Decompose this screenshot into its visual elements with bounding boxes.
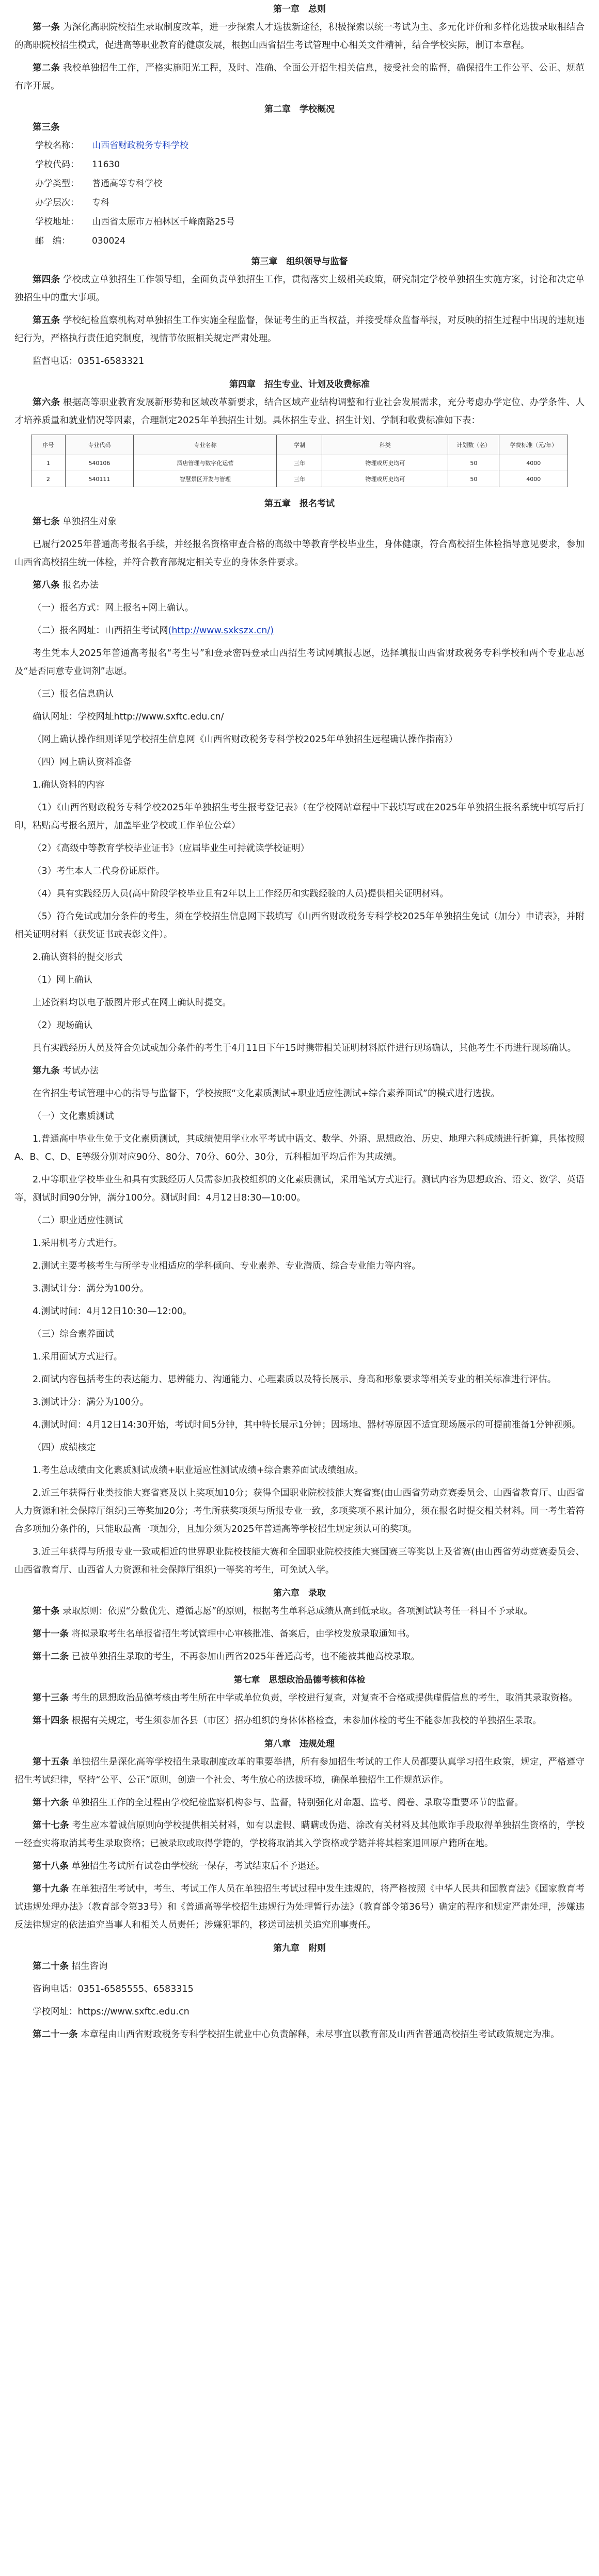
article-21: 第二十一条 本章程由山西省财政税务专科学校招生就业中心负责解释，未尽事宜以教育部及山西省普通高校招生考试政策规定为准。 [33, 2029, 560, 2040]
table-row [31, 455, 568, 471]
onsite-confirm-text: 具有实践经历人员及符合免试或加分条件的考生于4月11日下午15时携带相关证明材料原件进行现场确认，其他考生不再进行现场确认。 [33, 1043, 577, 1053]
school-website: 学校网址：https://www.sxftc.edu.cn [33, 2007, 190, 2017]
exam-section-heading: （二）职业适应性测试 [33, 1215, 123, 1226]
table-cell: 4000 [499, 471, 568, 487]
article-6: 第六条 根据高等职业教育发展新形势和区域改革新要求，结合区域产业结构调整和行业社会发展需求，充分考虑办学定位、办学条件、人才培养质量和就业情况等因素，合理制定2025年单独招生计划。具体招生专业、招生计划、学制和收费标准如下表： [14, 397, 585, 426]
school-info-row: 学校名称： 山西省财政税务专科学校 [35, 140, 188, 151]
exam-item: 2.面试内容包括考生的表达能力、思辨能力、沟通能力、心理素质以及特长展示、身高和形象要求等相关专业的相关标准进行评估。 [33, 1374, 557, 1385]
chapter-4-heading: 第四章 招生专业、计划及收费标准 [229, 379, 370, 390]
school-info-row: 邮 编： 030024 [35, 236, 125, 246]
article-12: 第十二条 已被单独招生录取的考生，不再参加山西省2025年普通高考，也不能被其他高校录取。 [33, 1652, 420, 1662]
chapter-9-heading: 第九章 附则 [273, 1943, 326, 1954]
article-11: 第十一条 将拟录取考生名单报省招生考试管理中心审核批准、备案后，由学校发放录取通知书。 [33, 1629, 415, 1639]
exam-item: 3.测试计分：满分为100分。 [33, 1397, 149, 1407]
admission-charter-document [14, 0, 585, 2049]
article-7-title: 第七条 单独招生对象 [33, 517, 117, 527]
table-cell: 物理或历史均可 [322, 471, 448, 487]
registration-link[interactable]: (http://www.sxkszx.cn/) [168, 626, 274, 636]
table-header-cell: 学费标准（元/年） [499, 435, 568, 455]
article-14: 第十四条 根据有关规定，考生须参加各县（市区）招办组织的身体体格检查，未参加体检的考生不能参加我校的单独招生录取。 [33, 1716, 542, 1726]
chapter-5-heading: 第五章 报名考试 [264, 499, 335, 509]
table-cell: 酒店管理与数字化运营 [134, 455, 277, 471]
materials-item: （1）《山西省财政税务专科学校2025年单独招生考生报考登记表》（在学校网站章程中下载填写或在2025年单独招生报名系统中填写后打印，粘贴高考报名照片，加盖毕业学校或工作单位公章） [14, 803, 585, 831]
materials-item: （2）《高级中等教育学校毕业证书》（应届毕业生可持就读学校证明） [33, 843, 310, 854]
table-cell: 三年 [277, 471, 322, 487]
confirmation-url: 确认网址：学校网址http://www.sxftc.edu.cn/ [33, 712, 224, 722]
table-cell: 1 [31, 455, 66, 471]
exam-item: 3.近三年获得与所报专业一致或相近的世界职业院校技能大赛和全国职业院校技能大赛国赛三等奖以上及省赛(由山西省劳动竞赛委员会、山西省教育厅、山西省人力资源和社会保障厅组织)一等奖的考生，可免试入学。 [14, 1547, 585, 1575]
article-15: 第十五条 单独招生是深化高等学校招生录取制度改革的重要举措，所有参加招生考试的工作人员都要认真学习招生政策，规定，严格遵守招生考试纪律，坚持“公平、公正”原则，创造一个社会、考生放心的选拔环境，确保单独招生工作规范运作。 [14, 1757, 585, 1785]
materials-item: （3）考生本人二代身份证原件。 [33, 866, 165, 876]
school-info-row: 办学层次： 专科 [35, 198, 109, 208]
table-cell: 物理或历史均可 [322, 455, 448, 471]
chapter-8-heading: 第八章 违规处理 [264, 1739, 335, 1749]
table-row [31, 471, 568, 487]
exam-item: 3.测试计分：满分为100分。 [33, 1284, 149, 1294]
exam-item: 1.考生总成绩由文化素质测试成绩+职业适应性测试成绩+综合素养面试成绩组成。 [33, 1465, 364, 1476]
article-8-title: 第八条 报名办法 [33, 580, 99, 590]
article-9-title: 第九条 考试办法 [33, 1066, 99, 1076]
supervision-phone: 监督电话：0351-6583321 [33, 356, 145, 366]
school-info [14, 138, 585, 249]
materials-item: （4）具有实践经历人员(高中阶段学校毕业且有2年以上工作经历和实践经验的人员)提供相关证明材料。 [33, 889, 449, 899]
table-cell: 智慧景区开发与管理 [134, 471, 277, 487]
materials-form-heading: 2.确认资料的提交形式 [33, 952, 123, 963]
exam-item: 1.采用机考方式进行。 [33, 1238, 123, 1249]
table-cell: 50 [448, 471, 499, 487]
exam-item: 2.测试主要考核考生与所学专业相适应的学科倾向、专业素养、专业潜质、综合专业能力等内容。 [33, 1261, 421, 1271]
school-info-row: 学校地址： 山西省太原市万柏林区千峰南路25号 [35, 217, 235, 227]
article-18: 第十八条 单独招生考试所有试卷由学校统一保存，考试结束后不予退还。 [33, 1861, 325, 1871]
article-10: 第十条 录取原则：依照“分数优先、遵循志愿”的原则，根据考生单科总成绩从高到低录取。各项测试缺考任一科目不予录取。 [33, 1606, 533, 1617]
table-header-cell: 序号 [31, 435, 66, 455]
article-1: 第一条 为深化高职院校招生录取制度改革，进一步探索人才选拔新途径，积极探索以统一考试为主、多元化评价和多样化选拔录取相结合的高职院校招生模式，促进高等职业教育的健康发展，根据山西省招生考试管理中心相关文件精神，结合学校实际，制订本章程。 [14, 22, 585, 51]
exam-item: 2.中等职业学校毕业生和具有实践经历人员需参加我校组织的文化素质测试，采用笔试方式进行。测试内容为思想政治、语文、数学、英语等，测试时间90分钟，满分100分。测试时间：4月12日8:30—10:00。 [14, 1175, 585, 1203]
exam-item: 4.测试时间：4月12日14:30开始，考试时间5分钟，其中特长展示1分钟；因场地、器材等原因不适宜现场展示的可提前准备1分钟视频。 [33, 1420, 581, 1430]
table-cell: 540106 [65, 455, 134, 471]
chapter-6-heading: 第六章 录取 [273, 1588, 326, 1598]
exam-item: 1.普通高中毕业生免于文化素质测试，其成绩使用学业水平考试中语文、数学、外语、思想政治、历史、地理六科成绩进行折算，具体按照A、B、C、D、E等级分别对应90分、80分、70分、60分、30分，五科相加平均后作为其成绩。 [14, 1134, 585, 1162]
exam-section-heading: （三）综合素养面试 [33, 1329, 114, 1339]
table-cell: 540111 [65, 471, 134, 487]
table-cell: 50 [448, 455, 499, 471]
table-cell: 4000 [499, 455, 568, 471]
exam-item: 2.近三年获得行业类技能大赛省赛及以上奖项加10分；获得全国职业院校技能大赛省赛(由山西省劳动竞赛委员会、山西省教育厅、山西省人力资源和社会保障厅组织)三等奖加20分；考生所获奖项须与所报专业一致，多项奖项不累计加分，须在报名时提交相关材料。同一考生若符合多项加分条件的，只能取最高一项加分，且加分须为2025年普通高等学校招生规定须认可的奖项。 [14, 1488, 585, 1534]
onsite-confirm-heading: （2）现场确认 [33, 1020, 93, 1031]
table-header-cell: 专业代码 [65, 435, 134, 455]
article-7-text: 已履行2025年普通高考报名手续，并经报名资格审查合格的高级中等教育学校毕业生，身体健康，符合高校招生体检指导意见要求，参加山西省高校招生统一体检，并符合教育部规定相关专业的身体条件要求。 [14, 539, 585, 568]
chapter-3-heading: 第三章 组织领导与监督 [251, 257, 348, 267]
table-header-cell: 科类 [322, 435, 448, 455]
article-2: 第二条 我校单独招生工作，严格实施阳光工程，及时、准确、全面公开招生相关信息，接受社会的监督，确保招生工作公平、公正、规范有序开展。 [14, 63, 585, 91]
chapter-7-heading: 第七章 思想政治品德考核和体检 [233, 1675, 366, 1685]
confirmation-heading: （三）报名信息确认 [33, 689, 114, 699]
chapter-2-heading: 第二章 学校概况 [264, 104, 335, 115]
registration-method: （一）报名方式：网上报名+网上确认。 [33, 603, 194, 613]
enrollment-plan-table [31, 435, 568, 487]
exam-section-heading: （一）文化素质测试 [33, 1111, 114, 1122]
materials-content-heading: 1.确认资料的内容 [33, 780, 105, 790]
school-info-row: 学校代码： 11630 [35, 159, 120, 170]
article-4: 第四条 学校成立单独招生工作领导组，全面负责单独招生工作，贯彻落实上级相关政策，研究制定学校单独招生实施方案，讨论和决定单独招生中的重大事项。 [14, 275, 585, 303]
article-17: 第十七条 考生应本着诚信原则向学校提供相关材料，如有以虚假、瞒瞒或伪造、涂改有关材料及其他欺诈手段取得单独招生资格的，学校一经查实将取消其考生录取资格；已被录取或取得学籍的，学校将取消其入学资格或学籍并将其档案退回原户籍所在地。 [14, 1820, 585, 1849]
exam-item: 1.采用面试方式进行。 [33, 1352, 123, 1362]
article-19: 第十九条 在单独招生考试中，考生、考试工作人员在单独招生考试过程中发生违规的，将严格按照《中华人民共和国教育法》《国家教育考试违规处理办法》（教育部令第33号）和《普通高等学校招生违规行为处理暂行办法》（教育部令第36号）确定的程序和规定严肃处理，涉嫌违反法律规定的依法追究当事人和相关人员责任；涉嫌犯罪的，移送司法机关追究刑事责任。 [14, 1884, 585, 1930]
exam-item: 4.测试时间：4月12日10:30—12:00。 [33, 1306, 192, 1317]
table-cell: 2 [31, 471, 66, 487]
exam-section-heading: （四）成绩核定 [33, 1443, 96, 1453]
materials-item: （5）符合免试或加分条件的考生，须在学校招生信息网下载填写《山西省财政税务专科学校2025年单独招生免试（加分）申请表》，并附相关证明材料（获奖证书或表彰文件）。 [14, 911, 585, 940]
online-confirm-heading: （1）网上确认 [33, 975, 93, 985]
online-confirm-text: 上述资料均以电子版图片形式在网上确认时提交。 [33, 998, 231, 1008]
article-5: 第五条 学校纪检监察机构对单独招生工作实施全程监督，保证考生的正当权益，并接受群众监督举报，对反映的招生过程中出现的违规违纪行为，严格执行责任追究制度，视情节依照相关规定严肃处理。 [14, 315, 585, 344]
materials-heading: （四）网上确认资料准备 [33, 757, 132, 767]
table-header-cell: 计划数（名） [448, 435, 499, 455]
confirmation-note: （网上确认操作细则详见学校招生信息网《山西省财政税务专科学校2025年单独招生远程确认操作指南》） [33, 734, 458, 745]
article-20-title: 第二十条 招生咨询 [33, 1961, 108, 1972]
article-13: 第十三条 考生的思想政治品德考核由考生所在中学或单位负责，学校进行复查，对复查不合格或提供虚假信息的考生，取消其录取资格。 [33, 1693, 578, 1703]
table-header-cell: 学制 [277, 435, 322, 455]
chapter-1-heading: 第一章 总则 [273, 4, 326, 14]
school-info-row: 办学类型： 普通高等专科学校 [35, 179, 162, 189]
consult-phone: 咨询电话：0351-6585555、6583315 [33, 1984, 194, 1994]
article-16: 第十六条 单独招生工作的全过程由学校纪检监察机构参与、监督，特别强化对命题、监考、阅卷、录取等重要环节的监督。 [33, 1798, 524, 1808]
registration-url-line: （二）报名网址：山西招生考试网(http://www.sxkszx.cn/) [33, 626, 274, 636]
table-header-row [31, 435, 568, 455]
article-3-label: 第三条 [33, 122, 60, 133]
registration-instructions: 考生凭本人2025年普通高考报名“考生号”和登录密码登录山西招生考试网填报志愿，选择填报山西省财政税务专科学校和两个专业志愿及“是否同意专业调剂”志愿。 [14, 648, 585, 677]
article-9-text: 在省招生考试管理中心的指导与监督下，学校按照“文化素质测试+职业适应性测试+综合素养面试”的模式进行选拔。 [33, 1089, 500, 1099]
table-header-cell: 专业名称 [134, 435, 277, 455]
table-cell: 三年 [277, 455, 322, 471]
